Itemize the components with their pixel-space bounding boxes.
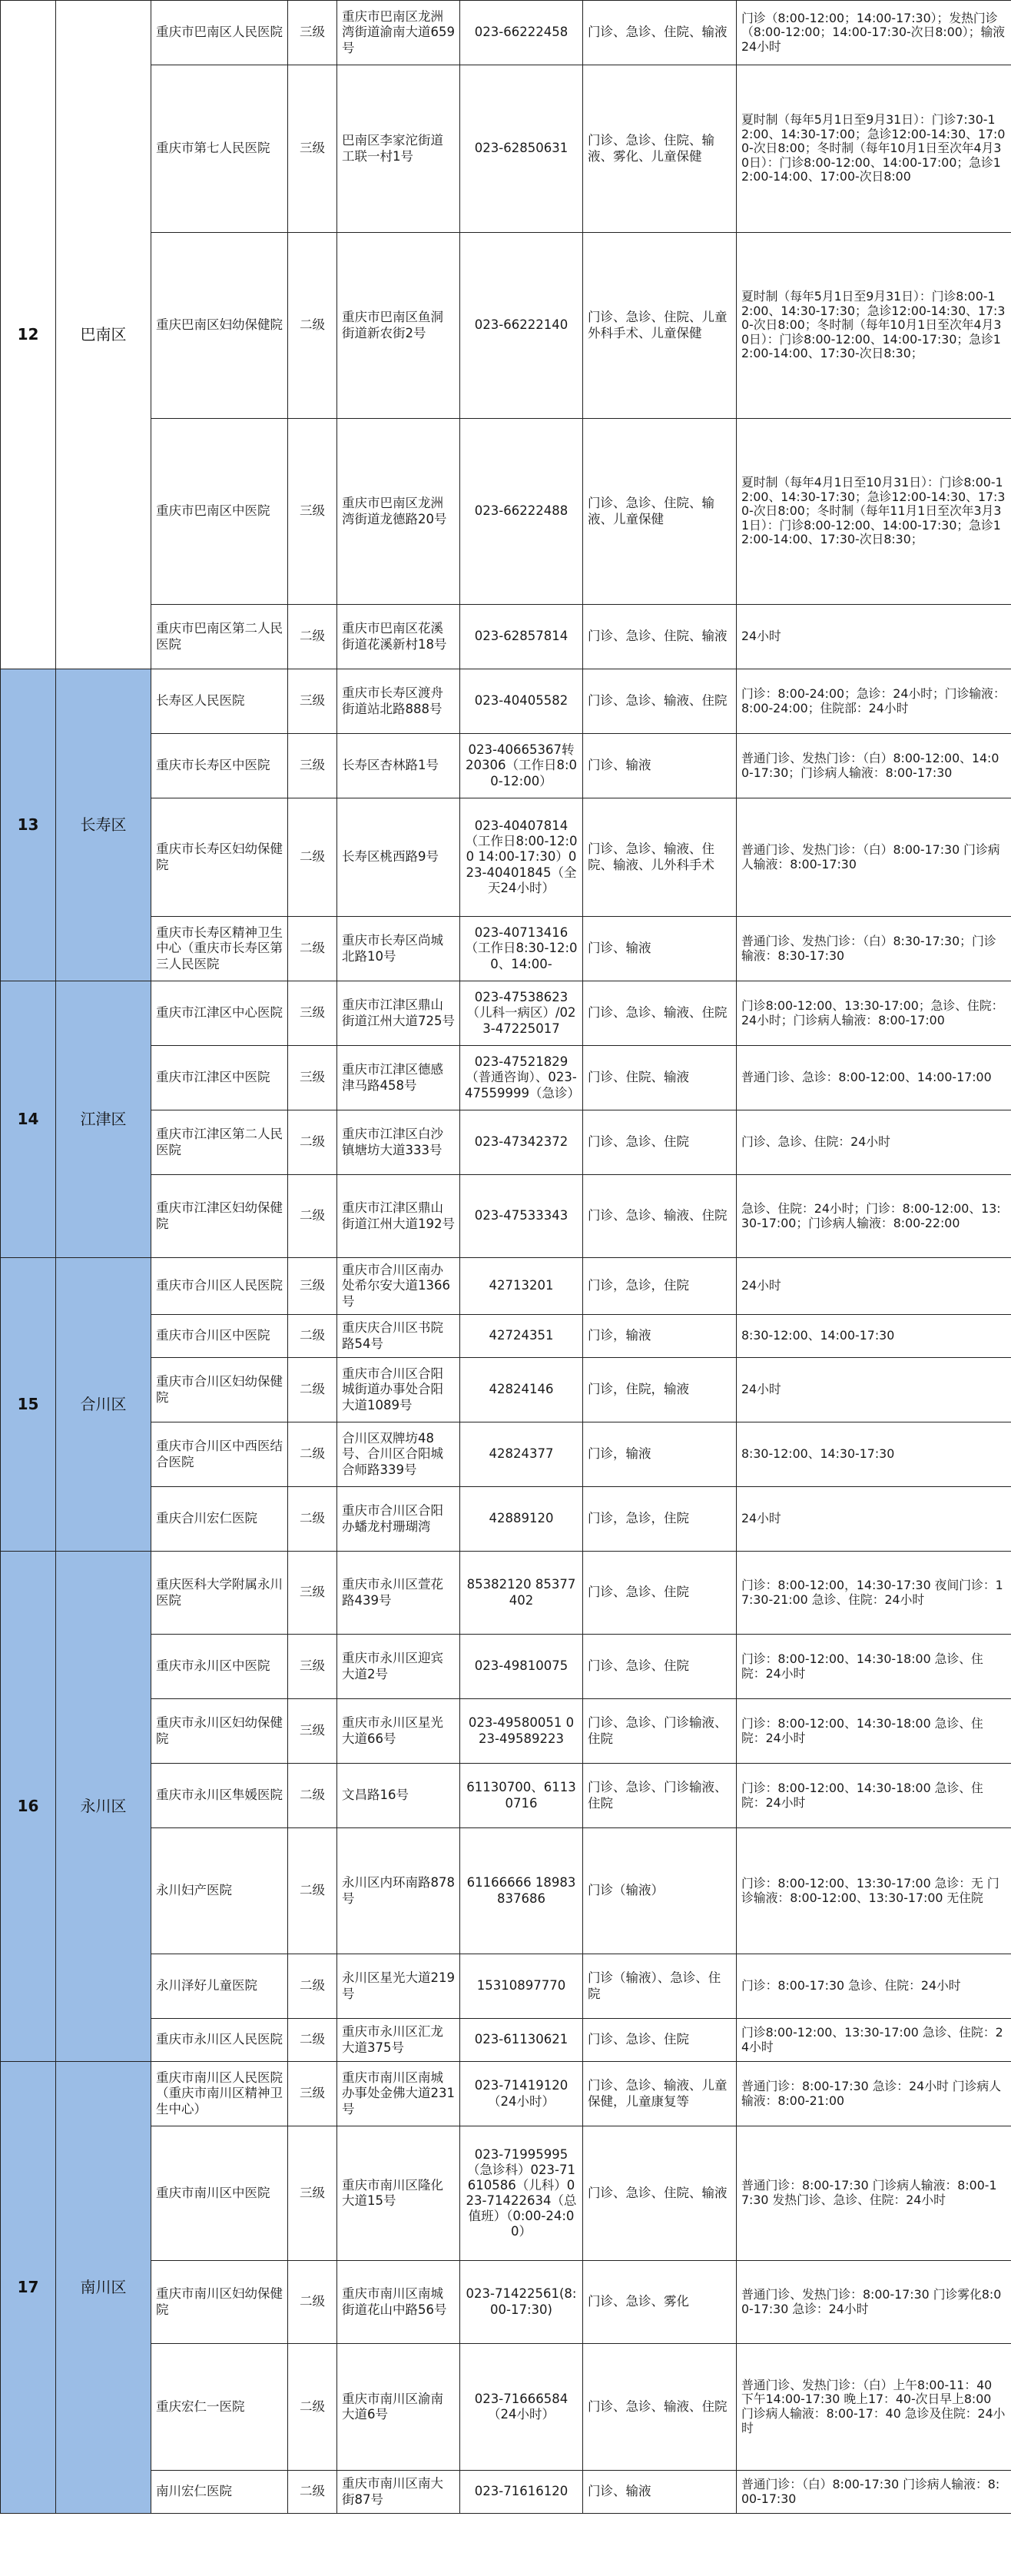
hospital-level: 二级 [288, 605, 337, 669]
hospital-services: 门诊，急诊，住院 [583, 1258, 737, 1315]
hospital-hours: 夏时制（每年5月1日至9月31日）：门诊8:00-12:00、14:30-17:30；急诊12:00-14:30、17:30-次日8:00；冬时制（每年10月1日至次年4月30日）：门诊8:00-12:00、14:00-17:30；急诊12:00-14:00、17:30-次日8:30； [737, 233, 1011, 419]
hospital-services: 门诊、急诊、住院、输液、雾化、儿童保健 [583, 65, 737, 233]
table-row [1, 917, 1011, 981]
table-row [1, 2019, 1011, 2062]
table-row [1, 981, 1011, 1046]
group-number: 17 [1, 2062, 56, 2514]
table-row [1, 2126, 1011, 2261]
hospital-address: 重庆庆合川区书院路54号 [337, 1315, 460, 1358]
hospital-name: 重庆市永川区隼媛医院 [151, 1764, 288, 1828]
hospital-level: 二级 [288, 2019, 337, 2062]
hospital-name: 重庆市永川区人民医院 [151, 2019, 288, 2062]
hospital-address: 长寿区杏林路1号 [337, 734, 460, 798]
hospital-hours: 普通门诊、发热门诊：（白）上午8:00-11：40 下午14:00-17:30 晚上17：40-次日早上8:00 门诊病人输液：8:00-17：40 急诊及住院：24小时 [737, 2344, 1011, 2471]
hospital-hours: 普通门诊：（白）8:00-17:30 门诊病人输液：8:00-17:30 [737, 2471, 1011, 2514]
hospital-services: 门诊、急诊、输液、住院 [583, 1175, 737, 1258]
hospital-services: 门诊、住院、输液 [583, 1046, 737, 1110]
hospital-services: 门诊，住院，输液 [583, 1358, 737, 1422]
hospital-phone: 023-40405582 [460, 669, 583, 734]
hospital-name: 重庆市南川区妇幼保健院 [151, 2261, 288, 2344]
table-row [1, 2471, 1011, 2514]
hospital-name: 重庆市永川区中医院 [151, 1635, 288, 1699]
hospital-services: 门诊，输液 [583, 1422, 737, 1487]
hospital-name: 长寿区人民医院 [151, 669, 288, 734]
hospital-address: 重庆市巴南区花溪街道花溪新村18号 [337, 605, 460, 669]
hospital-phone: 42824146 [460, 1358, 583, 1422]
hospital-hours: 夏时制（每年4月1日至10月31日）：门诊8:00-12:00、14:30-17:30；急诊12:00-14:30、17:30-次日8:00；冬时制（每年11月1日至次年3月31日）：门诊8:00-12:00、14:00-17:30；急诊12:00-14:00、17:30-次日8:30； [737, 419, 1011, 605]
hospital-level: 二级 [288, 2471, 337, 2514]
table-body [1, 1, 1011, 2514]
hospital-address: 长寿区桃西路9号 [337, 798, 460, 917]
district-name: 江津区 [56, 981, 151, 1258]
table-row [1, 1358, 1011, 1422]
hospital-level: 三级 [288, 734, 337, 798]
hospital-phone: 023-66222140 [460, 233, 583, 419]
hospital-address: 永川区内环南路878号 [337, 1828, 460, 1954]
hospital-address: 巴南区李家沱街道工联一村1号 [337, 65, 460, 233]
hospital-level: 三级 [288, 981, 337, 1046]
hospital-phone: 023-61130621 [460, 2019, 583, 2062]
hospital-services: 门诊、急诊、输液、住院 [583, 669, 737, 734]
hospital-level: 三级 [288, 1, 337, 65]
hospital-name: 重庆市南川区人民医院（重庆市南川区精神卫生中心） [151, 2062, 288, 2126]
hospital-services: 门诊、急诊、住院、儿童外科手术、儿童保健 [583, 233, 737, 419]
hospital-address: 重庆市江津区白沙镇塘坊大道333号 [337, 1110, 460, 1175]
hospital-name: 重庆市合川区人民医院 [151, 1258, 288, 1315]
group-number: 16 [1, 1552, 56, 2062]
hospital-level: 三级 [288, 1258, 337, 1315]
hospital-hours: 24小时 [737, 605, 1011, 669]
hospital-address: 重庆市巴南区龙洲湾街道渝南大道659号 [337, 1, 460, 65]
hospital-hours: 夏时制（每年5月1日至9月31日）：门诊7:30-12:00、14:30-17:00；急诊12:00-14:30、17:00-次日8:00；冬时制（每年10月1日至次年4月30日）：门诊8:00-12:00、14:00-17:00；急诊12:00-14:00、17:00-次日8:00 [737, 65, 1011, 233]
table-row [1, 2261, 1011, 2344]
district-name: 永川区 [56, 1552, 151, 2062]
table-row [1, 1, 1011, 65]
hospital-hours: 门诊：8:00-12:00、13:30-17:00 急诊：无 门诊输液：8:00-12:00、13:30-17:00 无住院 [737, 1828, 1011, 1954]
hospital-services: 门诊，输液 [583, 1315, 737, 1358]
table-row [1, 605, 1011, 669]
hospital-services: 门诊、急诊、住院 [583, 1110, 737, 1175]
hospital-phone: 023-71422561(8:00-17:30) [460, 2261, 583, 2344]
hospital-name: 重庆市江津区中医院 [151, 1046, 288, 1110]
hospital-hours: 普通门诊、发热门诊：（白）8:30-17:30；门诊输液：8:30-17:30 [737, 917, 1011, 981]
district-name: 长寿区 [56, 669, 151, 981]
group-number: 12 [1, 1, 56, 669]
group-number: 14 [1, 981, 56, 1258]
hospital-name: 永川妇产医院 [151, 1828, 288, 1954]
hospital-level: 二级 [288, 1828, 337, 1954]
table-row [1, 1954, 1011, 2019]
table-row [1, 1552, 1011, 1635]
hospital-hours: 门诊：8:00-17:30 急诊、住院：24小时 [737, 1954, 1011, 2019]
hospital-name: 重庆市合川区中西医结合医院 [151, 1422, 288, 1487]
hospital-address: 重庆市合川区合阳办蟠龙村珊瑚湾 [337, 1487, 460, 1552]
hospital-phone: 023-40665367转20306（工作日8:00-12:00） [460, 734, 583, 798]
hospital-hours: 普通门诊：8:00-17:30 急诊：24小时 门诊病人输液：8:00-21:00 [737, 2062, 1011, 2126]
hospital-address: 重庆市永川区星光大道66号 [337, 1699, 460, 1764]
hospital-name: 重庆巴南区妇幼保健院 [151, 233, 288, 419]
hospital-phone: 023-47533343 [460, 1175, 583, 1258]
hospital-address: 重庆市江津区鼎山街道江州大道725号 [337, 981, 460, 1046]
hospital-name: 重庆市合川区中医院 [151, 1315, 288, 1358]
hospital-phone: 61130700、61130716 [460, 1764, 583, 1828]
hospital-phone: 023-47521829（普通咨询）、023-47559999（急诊） [460, 1046, 583, 1110]
hospital-address: 重庆市永川区迎宾大道2号 [337, 1635, 460, 1699]
hospital-level: 三级 [288, 669, 337, 734]
hospital-level: 二级 [288, 1110, 337, 1175]
table-row [1, 1422, 1011, 1487]
table-row [1, 1315, 1011, 1358]
hospital-name: 重庆市江津区中心医院 [151, 981, 288, 1046]
table-row [1, 1764, 1011, 1828]
hospital-address: 重庆市永川区汇龙大道375号 [337, 2019, 460, 2062]
hospital-hours: 门诊8:00-12:00、13:30-17:00 急诊、住院：24小时 [737, 2019, 1011, 2062]
hospital-level: 二级 [288, 1358, 337, 1422]
hospital-level: 三级 [288, 419, 337, 605]
hospital-hours: 普通门诊：8:00-17:30 门诊病人输液：8:00-17:30 发热门诊、急诊、住院：24小时 [737, 2126, 1011, 2261]
hospital-address: 重庆市江津区德感津马路458号 [337, 1046, 460, 1110]
table-row [1, 669, 1011, 734]
hospital-services: 门诊、急诊、住院、输液 [583, 2126, 737, 2261]
hospital-level: 三级 [288, 1046, 337, 1110]
hospital-name: 重庆市第七人民医院 [151, 65, 288, 233]
hospital-services: 门诊、急诊、住院 [583, 1552, 737, 1635]
hospital-address: 重庆市巴南区龙洲湾街道龙德路20号 [337, 419, 460, 605]
hospital-services: 门诊、急诊、输液、住院、输液、儿外科手术 [583, 798, 737, 917]
group-number: 15 [1, 1258, 56, 1552]
hospital-hours: 8:30-12:00、14:30-17:30 [737, 1422, 1011, 1487]
table-row [1, 1258, 1011, 1315]
hospital-services: 门诊、急诊、输液、住院 [583, 2344, 737, 2471]
table-row [1, 734, 1011, 798]
hospital-address: 重庆市南川区南城办事处金佛大道231号 [337, 2062, 460, 2126]
hospital-address: 文昌路16号 [337, 1764, 460, 1828]
hospital-name: 重庆医科大学附属永川医院 [151, 1552, 288, 1635]
hospital-address: 重庆市长寿区尚城北路10号 [337, 917, 460, 981]
hospital-name: 重庆市巴南区第二人民医院 [151, 605, 288, 669]
district-name: 巴南区 [56, 1, 151, 669]
hospital-level: 二级 [288, 233, 337, 419]
hospital-phone: 42713201 [460, 1258, 583, 1315]
hospital-phone: 023-47538623（儿科一病区）/023-47225017 [460, 981, 583, 1046]
hospital-hours: 普通门诊、急诊：8:00-12:00、14:00-17:00 [737, 1046, 1011, 1110]
hospital-name: 重庆市巴南区中医院 [151, 419, 288, 605]
hospital-name: 重庆市永川区妇幼保健院 [151, 1699, 288, 1764]
hospital-hours: 门诊：8:00-12:00，14:30-17:30 夜间门诊：17:30-21:00 急诊、住院：24小时 [737, 1552, 1011, 1635]
hospital-hours: 门诊：8:00-12:00、14:30-18:00 急诊、住院：24小时 [737, 1635, 1011, 1699]
hospital-services: 门诊、输液 [583, 2471, 737, 2514]
hospital-level: 三级 [288, 1552, 337, 1635]
hospital-services: 门诊、急诊、雾化 [583, 2261, 737, 2344]
hospital-hours: 门诊：8:00-24:00；急诊：24小时；门诊输液：8:00-24:00；住院部：24小时 [737, 669, 1011, 734]
hospital-hours: 24小时 [737, 1258, 1011, 1315]
hospital-hours: 门诊、急诊、住院：24小时 [737, 1110, 1011, 1175]
hospital-services: 门诊、急诊、住院、输液、儿童保健 [583, 419, 737, 605]
hospital-hours: 普通门诊、发热门诊：（白）8:00-12:00、14:00-17:30；门诊病人输液：8:00-17:30 [737, 734, 1011, 798]
hospital-phone: 023-71616120 [460, 2471, 583, 2514]
table-row [1, 65, 1011, 233]
hospital-name: 重庆市巴南区人民医院 [151, 1, 288, 65]
hospital-level: 二级 [288, 2261, 337, 2344]
hospital-hours: 门诊（8:00-12:00；14:00-17:30）；发热门诊（8:00-12:00；14:00-17:30-次日8:00）；输液 24小时 [737, 1, 1011, 65]
hospital-address: 重庆市江津区鼎山街道江州大道192号 [337, 1175, 460, 1258]
hospital-level: 二级 [288, 1487, 337, 1552]
hospital-level: 二级 [288, 1954, 337, 2019]
table-row [1, 1175, 1011, 1258]
table-row [1, 1046, 1011, 1110]
hospital-phone: 42889120 [460, 1487, 583, 1552]
hospital-address: 重庆市长寿区渡舟街道站北路888号 [337, 669, 460, 734]
hospital-phone: 023-49580051 023-49589223 [460, 1699, 583, 1764]
table-row [1, 1828, 1011, 1954]
hospital-services: 门诊、急诊、住院、输液 [583, 605, 737, 669]
hospital-level: 二级 [288, 1315, 337, 1358]
hospital-level: 三级 [288, 2126, 337, 2261]
hospital-address: 重庆市永川区萱花路439号 [337, 1552, 460, 1635]
hospital-phone: 85382120 85377402 [460, 1552, 583, 1635]
hospital-phone: 15310897770 [460, 1954, 583, 2019]
district-name: 合川区 [56, 1258, 151, 1552]
hospital-phone: 42824377 [460, 1422, 583, 1487]
hospital-name: 重庆市长寿区妇幼保健院 [151, 798, 288, 917]
hospital-address: 重庆市合川区南办处希尔安大道1366号 [337, 1258, 460, 1315]
hospital-name: 重庆市长寿区精神卫生中心（重庆市长寿区第三人民医院 [151, 917, 288, 981]
table-row [1, 1487, 1011, 1552]
hospital-name: 永川泽好儿童医院 [151, 1954, 288, 2019]
hospital-level: 三级 [288, 65, 337, 233]
table-row [1, 1699, 1011, 1764]
hospital-level: 二级 [288, 2344, 337, 2471]
hospital-address: 重庆市合川区合阳城街道办事处合阳大道1089号 [337, 1358, 460, 1422]
hospital-hours: 急诊、住院：24小时；门诊：8:00-12:00、13:30-17:00；门诊病人输液：8:00-22:00 [737, 1175, 1011, 1258]
hospital-services: 门诊，急诊，住院 [583, 1487, 737, 1552]
hospital-name: 重庆合川宏仁医院 [151, 1487, 288, 1552]
hospital-phone: 42724351 [460, 1315, 583, 1358]
table-row [1, 233, 1011, 419]
hospital-services: 门诊、急诊、门诊输液、住院 [583, 1699, 737, 1764]
district-name: 南川区 [56, 2062, 151, 2514]
table-row [1, 798, 1011, 917]
hospital-services: 门诊、输液 [583, 734, 737, 798]
hospital-address: 重庆市巴南区鱼洞街道新农街2号 [337, 233, 460, 419]
hospital-phone: 023-62850631 [460, 65, 583, 233]
hospital-name: 南川宏仁医院 [151, 2471, 288, 2514]
hospital-level: 二级 [288, 1764, 337, 1828]
hospital-phone: 023-49810075 [460, 1635, 583, 1699]
hospital-hours: 8:30-12:00、14:00-17:30 [737, 1315, 1011, 1358]
hospital-level: 三级 [288, 1699, 337, 1764]
hospital-name: 重庆市南川区中医院 [151, 2126, 288, 2261]
hospital-level: 二级 [288, 1175, 337, 1258]
hospital-phone: 023-47342372 [460, 1110, 583, 1175]
hospital-hours: 普通门诊、发热门诊：8:00-17:30 门诊雾化8:00-17:30 急诊：24小时 [737, 2261, 1011, 2344]
hospital-services: 门诊、急诊、门诊输液、住院 [583, 1764, 737, 1828]
hospital-phone: 023-71995995（急诊科）023-71610586（儿科）023-71422634（总值班）（0:00-24:00） [460, 2126, 583, 2261]
hospital-hours: 门诊8:00-12:00、13:30-17:00；急诊、住院：24小时；门诊病人输液：8:00-17:00 [737, 981, 1011, 1046]
hospital-services: 门诊、急诊、输液、儿童保健，儿童康复等 [583, 2062, 737, 2126]
hospital-address: 合川区双牌坊48号、合川区合阳城合师路339号 [337, 1422, 460, 1487]
hospital-level: 二级 [288, 917, 337, 981]
hospital-services: 门诊、急诊、输液、住院 [583, 981, 737, 1046]
hospital-phone: 61166666 18983837686 [460, 1828, 583, 1954]
hospital-address: 重庆市南川区渝南大道6号 [337, 2344, 460, 2471]
hospital-level: 三级 [288, 2062, 337, 2126]
hospital-phone: 023-71419120（24小时） [460, 2062, 583, 2126]
hospital-address: 永川区星光大道219号 [337, 1954, 460, 2019]
hospital-services: 门诊（输液） [583, 1828, 737, 1954]
hospital-phone: 023-62857814 [460, 605, 583, 669]
hospital-name: 重庆市合川区妇幼保健院 [151, 1358, 288, 1422]
table-row [1, 2062, 1011, 2126]
table-row [1, 419, 1011, 605]
hospital-services: 门诊（输液）、急诊、住院 [583, 1954, 737, 2019]
table-row [1, 1110, 1011, 1175]
hospital-hours: 门诊：8:00-12:00、14:30-18:00 急诊、住院：24小时 [737, 1699, 1011, 1764]
hospital-level: 二级 [288, 798, 337, 917]
hospital-address: 重庆市南川区隆化大道15号 [337, 2126, 460, 2261]
hospital-level: 二级 [288, 1422, 337, 1487]
hospital-phone: 023-66222488 [460, 419, 583, 605]
hospital-address: 重庆市南川区南大街87号 [337, 2471, 460, 2514]
hospital-hours: 普通门诊、发热门诊：（白）8:00-17:30 门诊病人输液：8:00-17:30 [737, 798, 1011, 917]
hospital-name: 重庆宏仁一医院 [151, 2344, 288, 2471]
hospital-name: 重庆市长寿区中医院 [151, 734, 288, 798]
hospital-phone: 023-71666584（24小时） [460, 2344, 583, 2471]
hospital-hours: 门诊：8:00-12:00、14:30-18:00 急诊、住院：24小时 [737, 1764, 1011, 1828]
hospital-address: 重庆市南川区南城街道花山中路56号 [337, 2261, 460, 2344]
table-row [1, 2344, 1011, 2471]
hospital-services: 门诊、急诊、住院、输液 [583, 1, 737, 65]
hospital-services: 门诊、急诊、住院 [583, 1635, 737, 1699]
hospital-services: 门诊、输液 [583, 917, 737, 981]
hospital-phone: 023-40407814（工作日8:00-12:00 14:00-17:30）023-40401845（全天24小时） [460, 798, 583, 917]
table-row [1, 1635, 1011, 1699]
hospital-name: 重庆市江津区第二人民医院 [151, 1110, 288, 1175]
hospital-level: 三级 [288, 1635, 337, 1699]
group-number: 13 [1, 669, 56, 981]
hospital-name: 重庆市江津区妇幼保健院 [151, 1175, 288, 1258]
hospital-hours: 24小时 [737, 1487, 1011, 1552]
hospital-hours: 24小时 [737, 1358, 1011, 1422]
hospital-services: 门诊、急诊、住院 [583, 2019, 737, 2062]
hospital-phone: 023-40713416（工作日8:30-12:00、14:00- [460, 917, 583, 981]
hospital-phone: 023-66222458 [460, 1, 583, 65]
